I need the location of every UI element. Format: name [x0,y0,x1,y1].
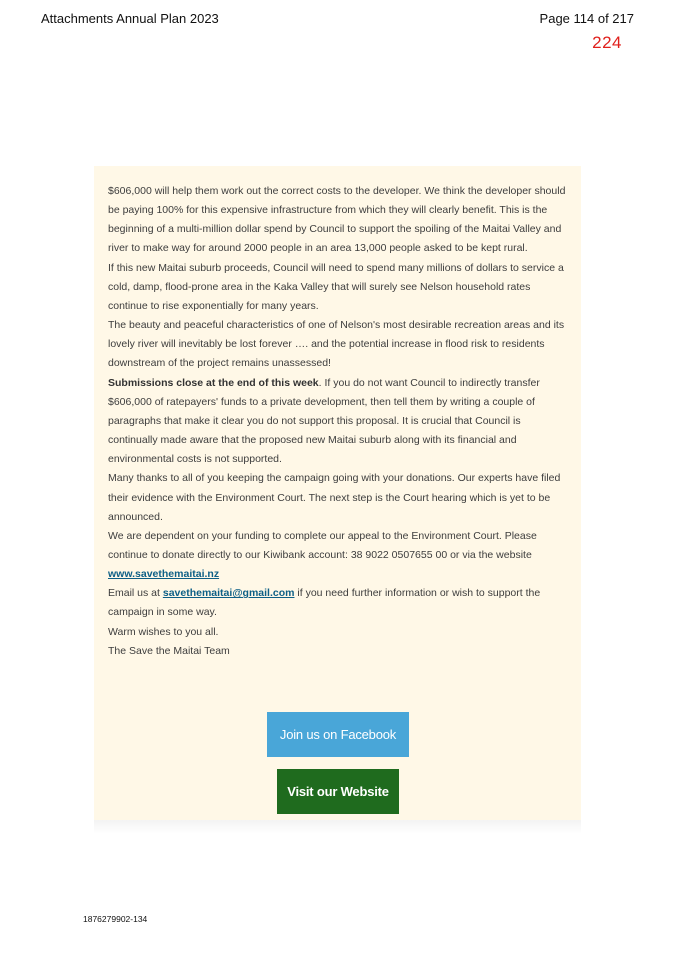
visit-website-button[interactable]: Visit our Website [277,769,399,814]
closing-greeting: Warm wishes to you all. [108,625,219,638]
paragraph-cost: $606,000 will help them work out the correct costs to the developer. We think the developer should be paying 100% for this expensive infrastructure from which they will clearly benefit. This is the beginning of a multi-million dollar spend by Council to support the spoiling of the Maitai Valley and river to make way for around 2000 people in an area 13,000 people asked to be kept rural. [108,185,566,255]
newsletter-panel [94,166,581,820]
signature: The Save the Maitai Team [108,644,230,657]
paragraph-rates: If this new Maitai suburb proceeds, Council will need to spend many millions of dollars to service a cold, damp, flood-prone area in the Kaka Valley that will surely see Nelson household rates continue to rise exponentially for many years. [108,261,564,312]
paragraph-thanks: Many thanks to all of you keeping the campaign going with your donations. Our experts have filed their evidence with the Environment Court. The next step is the Court hearing which is yet to be announced. [108,472,561,523]
paragraph-donate [108,527,570,584]
document-title: Attachments Annual Plan 2023 [41,11,219,26]
panel-shadow [94,820,581,834]
submissions-text: . If you do not want Council to indirectly transfer $606,000 of ratepayers' funds to a private development, then tell them by writing a couple of paragraphs that make it clear you do not support this proposal. It is crucial that Council is continually made aware that the proposed new Maitai suburb along with its financial and environmental costs is not supported. [108,376,540,466]
page-counter: Page 114 of 217 [539,11,634,26]
document-id: 1876279902-134 [83,914,148,924]
join-facebook-button[interactable]: Join us on Facebook [267,712,409,757]
donate-text: We are dependent on your funding to complete our appeal to the Environment Court. Please continue to donate directly to our Kiwibank account: 38 9022 0507655 00 or via the website [108,529,537,561]
newsletter-body [108,182,570,661]
website-link[interactable]: www.savethemaitai.nz [108,568,220,581]
page-stamp-number: 224 [592,33,622,52]
paragraph-beauty: The beauty and peaceful characteristics of one of Nelson's most desirable recreation areas and its lovely river will inevitably be lost forever …. and the potential increase in flood risk to residents downstream of the project remains unassessed! [108,319,565,370]
email-link[interactable]: savethemaitai@gmail.com [162,587,295,600]
submissions-deadline: Submissions close at the end of this week [108,376,319,389]
email-prefix: Email us at [108,587,163,600]
email-suffix: if you need further information or wish to support the campaign in some way. [108,587,541,619]
paragraph-email [108,584,570,622]
paragraph-submissions [108,374,570,470]
